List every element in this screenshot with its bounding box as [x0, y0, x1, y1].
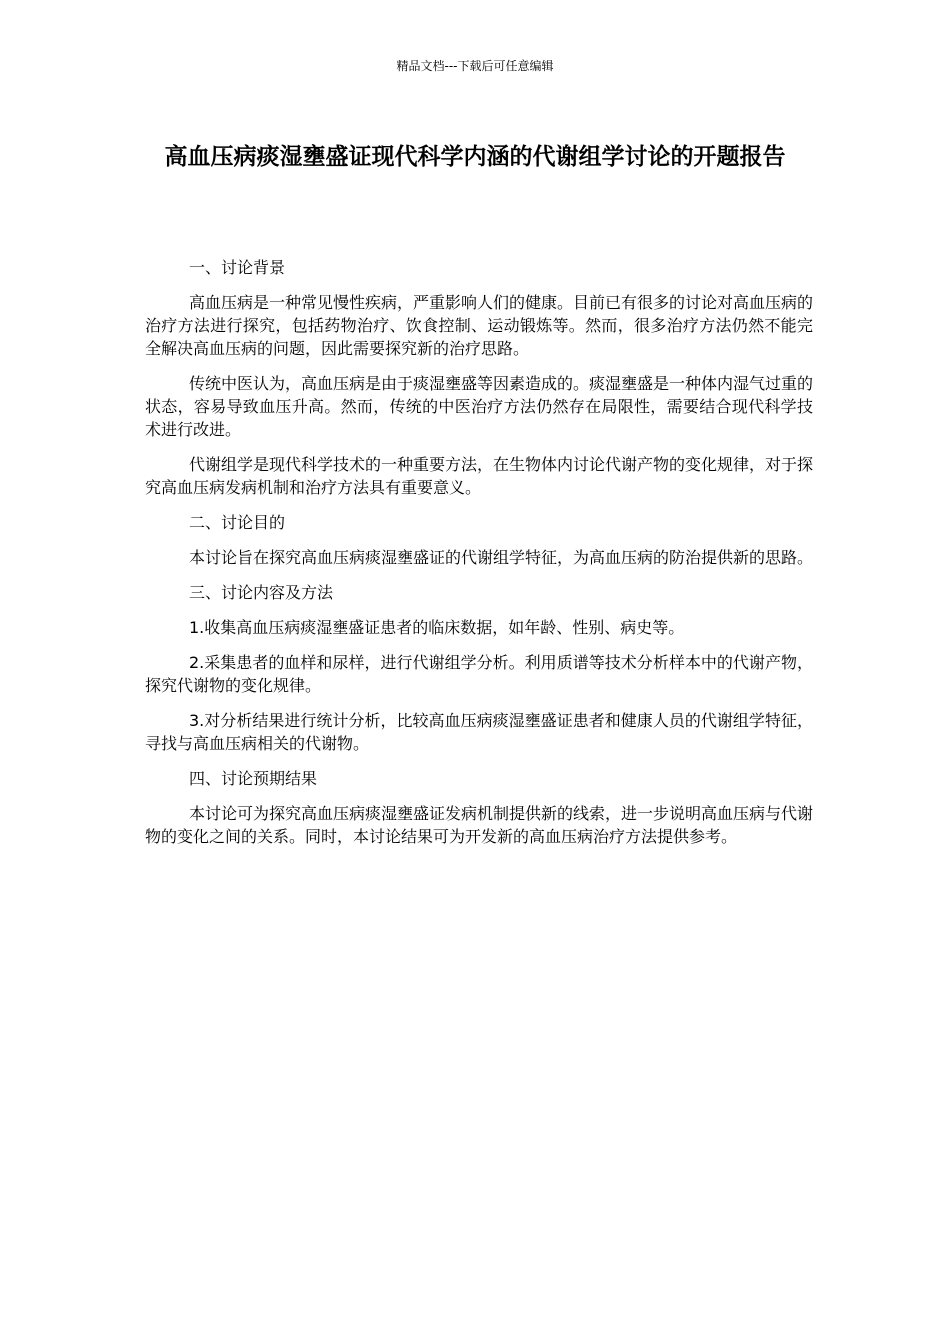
page-header-note: 精品文档---下载后可任意编辑: [396, 59, 554, 73]
paragraph-background-3: 代谢组学是现代科学技术的一种重要方法，在生物体内讨论代谢产物的变化规律，对于探究高血压病发病机制和治疗方法具有重要意义。: [145, 455, 814, 497]
section-heading-purpose: 二、讨论目的: [189, 513, 286, 532]
section-heading-expected-results: 四、讨论预期结果: [189, 769, 318, 788]
list-item-method-3: 3.对分析结果进行统计分析，比较高血压病痰湿壅盛证患者和健康人员的代谢组学特征，寻找与高血压病相关的代谢物。: [145, 711, 813, 753]
paragraph-background-1: 高血压病是一种常见慢性疾病，严重影响人们的健康。目前已有很多的讨论对高血压病的治疗方法进行探究，包括药物治疗、饮食控制、运动锻炼等。然而，很多治疗方法仍然不能完全解决高血压病的问题，因此需要探究新的治疗思路。: [145, 293, 814, 358]
section-heading-background: 一、讨论背景: [189, 258, 286, 277]
paragraph-purpose: 本讨论旨在探究高血压病痰湿壅盛证的代谢组学特征，为高血压病的防治提供新的思路。: [189, 548, 814, 567]
document-title: 高血压病痰湿壅盛证现代科学内涵的代谢组学讨论的开题报告: [164, 144, 786, 170]
list-item-method-1: 1.收集高血压病痰湿壅盛证患者的临床数据，如年龄、性别、病史等。: [189, 618, 685, 637]
paragraph-background-2: 传统中医认为，高血压病是由于痰湿壅盛等因素造成的。痰湿壅盛是一种体内湿气过重的状态，容易导致血压升高。然而，传统的中医治疗方法仍然存在局限性，需要结合现代科学技术进行改进。: [145, 374, 814, 439]
paragraph-expected-results: 本讨论可为探究高血压病痰湿壅盛证发病机制提供新的线索，进一步说明高血压病与代谢物的变化之间的关系。同时，本讨论结果可为开发新的高血压病治疗方法提供参考。: [145, 804, 814, 846]
document-body: [145, 256, 813, 860]
section-heading-methods: 三、讨论内容及方法: [189, 583, 334, 602]
list-item-method-2: 2.采集患者的血样和尿样，进行代谢组学分析。利用质谱等技术分析样本中的代谢产物，探究代谢物的变化规律。: [145, 653, 813, 695]
